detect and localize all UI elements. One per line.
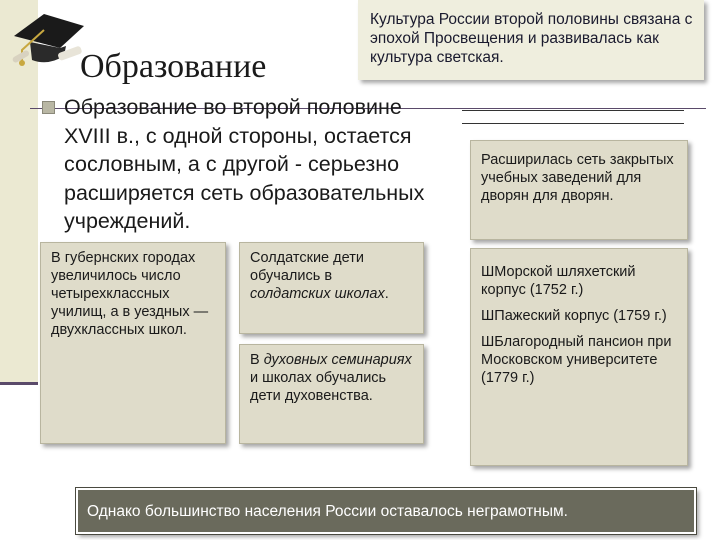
left-decor-rule — [0, 382, 38, 385]
page-title: Образование — [80, 48, 267, 85]
lead-paragraph: Образование во второй половине XVIII в., с одной стороны, остается сословным, а с другой - серьезно расширяется сеть образовательных учреждений. — [64, 95, 425, 233]
footer-banner: Однако большинство населения России оставалось неграмотным. — [76, 488, 696, 534]
decor-double-line — [462, 110, 684, 124]
box-soldier-text-1: Солдатские дети обучались в — [250, 250, 364, 284]
box-clergy-text-em: духовных семинариях — [263, 352, 412, 368]
list-item-text: Пажеский корпус (1759 г.) — [494, 308, 667, 324]
box-soldier-text-em: солдатских школах — [250, 286, 385, 302]
box-clergy-schools — [239, 344, 424, 444]
list-item — [481, 307, 681, 325]
institutions-list — [470, 248, 688, 466]
box-closed-institutions — [470, 140, 688, 240]
box-closed-text: Расширилась сеть закрытых учебных заведений для дворян для дворян. — [481, 152, 674, 204]
list-marker: Ш — [481, 334, 495, 350]
list-item-text: Благородный пансион при Московском университете (1779 г.) — [481, 334, 672, 386]
list-marker: Ш — [481, 308, 495, 324]
box-clergy-text-3: и школах обучались дети духовенства. — [250, 370, 387, 404]
box-soldier-text-3: . — [384, 286, 389, 302]
box-gubernia-schools — [40, 242, 226, 444]
header-note: Культура России второй половины связана с эпохой Просвещения и развивалась как культура светская. — [358, 0, 704, 80]
graduation-cap-icon — [8, 2, 86, 70]
bullet-square-icon — [42, 101, 55, 114]
list-marker: Ш — [481, 264, 495, 280]
box-soldier-schools — [239, 242, 424, 334]
list-item-text: Морской шляхетский корпус (1752 г.) — [481, 264, 636, 298]
box-clergy-text-1: В — [250, 352, 264, 368]
box-gubernia-text: В губернских городах увеличилось число четырехклассных училищ, а в уездных — двухклассных школ. — [51, 250, 209, 338]
list-item — [481, 333, 681, 387]
list-item — [481, 263, 681, 299]
